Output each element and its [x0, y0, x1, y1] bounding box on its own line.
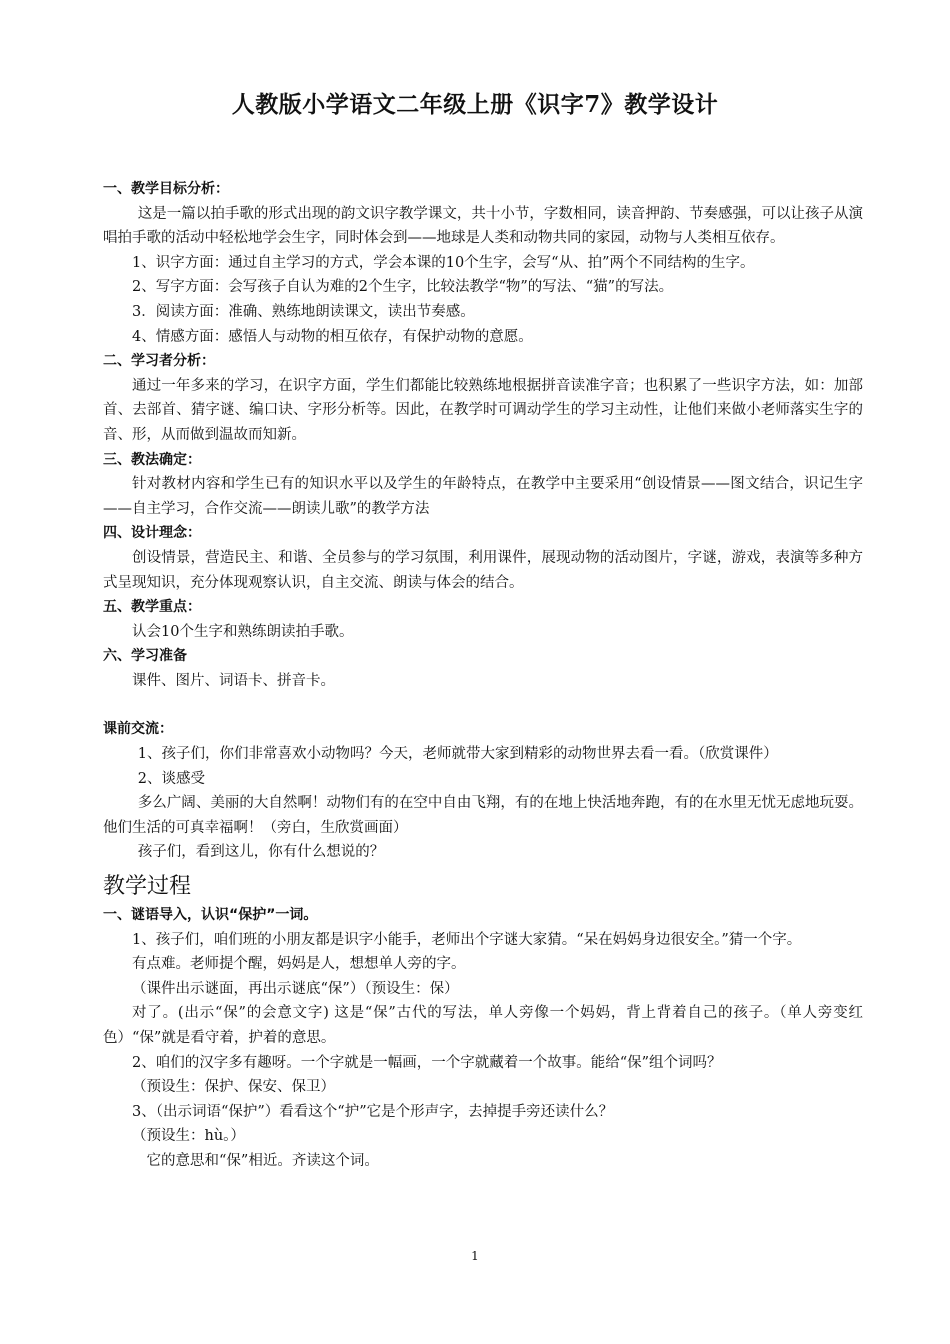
section-heading-method: 三、教法确定： — [103, 451, 201, 468]
list-item-goal-2: 2、写字方面：会写孩子自认为难的2个生字，比较法教学“物”的写法、“猫”的写法。 — [132, 279, 674, 296]
section-heading-focus: 五、教学重点： — [103, 599, 201, 616]
subheading-riddle-intro: 一、谜语导入，认识“保护”一词。 — [103, 907, 318, 924]
paragraph-process-6: （预设生：保护、保安、保卫） — [132, 1079, 335, 1096]
paragraph-process-5: 2、咱们的汉字多有趣呀。一个字就是一幅画，一个字就藏着一个故事。能给“保”组个词吗？ — [132, 1054, 722, 1071]
paragraph-process-2: 有点难。老师提个醒，妈妈是人，想想单人旁的字。 — [132, 956, 466, 973]
paragraph-learners: 通过一年多来的学习，在识字方面，学生们都能比较熟练地根据拼音读准字音；也积累了一些识字方法，如：加部首、去部首、猜字谜、编口诀、字形分析等。因此，在教学时可调动学生的学习主动性，让他们来做小老师落实生字的音、形，从而做到温故而知新。 — [103, 377, 863, 443]
list-item-goal-3: 3．阅读方面：准确、熟练地朗读课文，读出节奏感。 — [132, 303, 475, 320]
paragraph-pre-class-1: 1、孩子们，你们非常喜欢小动物吗？今天，老师就带大家到精彩的动物世界去看一看。（欣赏课件） — [137, 746, 778, 763]
spacer — [103, 693, 863, 717]
list-item-goal-1: 1、识字方面：通过自主学习的方式，学会本课的10个生字，会写“从、拍”两个不同结构的生字。 — [132, 254, 755, 271]
section-heading-concept: 四、设计理念： — [103, 525, 201, 542]
paragraph-process-4: 对了。(出示“保”的会意文字) 这是“保”古代的写法，单人旁像一个妈妈，背上背着自己的孩子。（单人旁变红色）“保”就是看守着，护着的意思。 — [103, 1005, 863, 1046]
paragraph-process-3: （课件出示谜面，再出示谜底“保”）（预设生：保） — [132, 980, 459, 997]
paragraph-process-1: 1、孩子们，咱们班的小朋友都是识字小能手，老师出个字谜大家猜。“呆在妈妈身边很安全。”猜一个字。 — [132, 931, 802, 948]
document-body — [103, 177, 863, 1174]
document-title: 人教版小学语文二年级上册《识字7》教学设计 — [231, 91, 719, 118]
paragraph-process-7: 3、（出示词语“保护”）看看这个“护”它是个形声字，去掉提手旁还读什么？ — [132, 1103, 614, 1120]
section-heading-learners: 二、学习者分析： — [103, 353, 215, 370]
page-number: 1 — [471, 1249, 479, 1263]
paragraph-prep: 课件、图片、词语卡、拼音卡。 — [132, 672, 335, 689]
paragraph-pre-class-2: 2、谈感受 — [137, 770, 206, 787]
paragraph-process-9: 它的意思和“保”相近。齐读这个词。 — [146, 1152, 379, 1169]
paragraph-goals-intro: 这是一篇以拍手歌的形式出现的韵文识字教学课文，共十小节，字数相同，读音押韵、节奏感强，可以让孩子从演唱拍手歌的活动中轻松地学会生字，同时体会到——地球是人类和动物共同的家园，动物与人类相互依存。 — [103, 205, 863, 247]
section-heading-process: 教学过程 — [103, 874, 192, 900]
paragraph-process-8: （预设生：hù。） — [132, 1128, 245, 1145]
list-item-goal-4: 4、情感方面：感悟人与动物的相互依存，有保护动物的意愿。 — [132, 328, 533, 345]
section-heading-prep: 六、学习准备 — [103, 648, 187, 665]
section-heading-pre-class: 课前交流： — [103, 721, 173, 738]
paragraph-pre-class-3: 多么广阔、美丽的大自然啊！动物们有的在空中自由飞翔，有的在地上快活地奔跑，有的在水里无忧无虑地玩耍。他们生活的可真幸福啊！（旁白，生欣赏画面） — [103, 795, 863, 836]
paragraph-pre-class-4: 孩子们，看到这儿，你有什么想说的？ — [137, 844, 385, 861]
paragraph-method: 针对教材内容和学生已有的知识水平以及学生的年龄特点，在教学中主要采用“创设情景——图文结合，识记生字——自主学习，合作交流——朗读儿歌”的教学方法 — [103, 476, 863, 517]
section-heading-goals: 一、教学目标分析： — [103, 181, 229, 197]
paragraph-concept: 创设情景，营造民主、和谐、全员参与的学习氛围，利用课件，展现动物的活动图片，字谜，游戏，表演等多种方式呈现知识，充分体现观察认识，自主交流、朗读与体会的结合。 — [103, 549, 863, 591]
paragraph-focus: 认会10个生字和熟练朗读拍手歌。 — [132, 623, 354, 640]
